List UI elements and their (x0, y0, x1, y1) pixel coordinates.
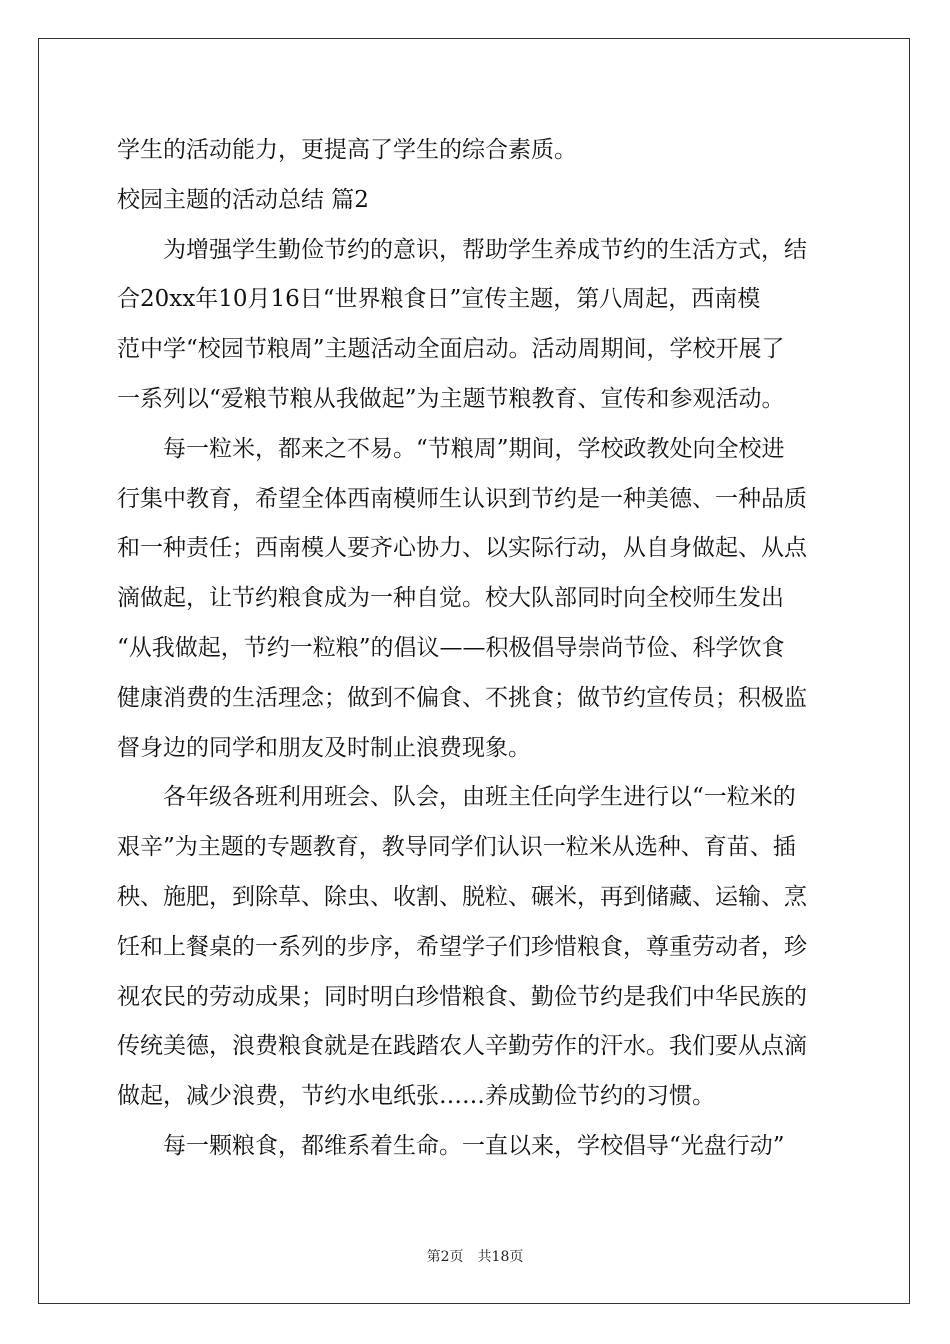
text-line: “从我做起，节约一粒粮”的倡议——积极倡导崇尚节俭、科学饮食 (117, 634, 785, 661)
text-line: 每一粒米，都来之不易。“节粮周”期间，学校政教处向全校进 (117, 435, 785, 462)
text-line: 行集中教育，希望全体西南模师生认识到节约是一种美德、一种品质 (117, 485, 807, 512)
text-line: 各年级各班利用班会、队会，由班主任向学生进行以“一粒米的 (117, 784, 796, 811)
document-body (117, 126, 833, 1172)
text-line: 为增强学生勤俭节约的意识，帮助学生养成节约的生活方式，结 (117, 236, 807, 263)
page-number: 第2页 共18页 (426, 1249, 524, 1265)
page-footer (0, 1246, 950, 1266)
text-line: 督身边的同学和朋友及时制止浪费现象。 (117, 734, 531, 761)
text-line: 合20xx年10月16日“世界粮食日”宣传主题，第八周起，西南模 (117, 286, 761, 313)
text-line: 传统美德，浪费粮食就是在践踏农人辛勤劳作的汗水。我们要从点滴 (117, 1033, 807, 1060)
text-line: 一系列以“爱粮节粮从我做起”为主题节粮教育、宣传和参观活动。 (117, 385, 785, 412)
text-line: 健康消费的生活理念；做到不偏食、不挑食；做节约宣传员；积极监 (117, 684, 807, 711)
text-line: 学生的活动能力，更提高了学生的综合素质。 (117, 137, 577, 163)
text-line: 饪和上餐桌的一系列的步序，希望学子们珍惜粮食，尊重劳动者，珍 (117, 933, 807, 960)
text-line: 视农民的劳动成果；同时明白珍惜粮食、勤俭节约是我们中华民族的 (117, 983, 807, 1010)
text-line: 和一种责任；西南模人要齐心协力、以实际行动，从自身做起、从点 (117, 535, 807, 562)
text-line: 做起，减少浪费，节约水电纸张……养成勤俭节约的习惯。 (117, 1083, 715, 1110)
text-line: 每一颗粮食，都维系着生命。一直以来，学校倡导“光盘行动” (117, 1132, 785, 1159)
text-line: 秧、施肥，到除草、除虫、收割、脱粒、碾米，再到储藏、运输、烹 (117, 883, 807, 910)
text-line: 滴做起，让节约粮食成为一种自觉。校大队部同时向全校师生发出 (117, 585, 784, 612)
text-line: 艰辛”为主题的专题教育，教导同学们认识一粒米从选种、育苗、插 (117, 834, 796, 861)
section-heading: 校园主题的活动总结 篇2 (117, 186, 369, 213)
text-line: 范中学“校园节粮周”主题活动全面启动。活动周期间，学校开展了 (117, 336, 785, 363)
